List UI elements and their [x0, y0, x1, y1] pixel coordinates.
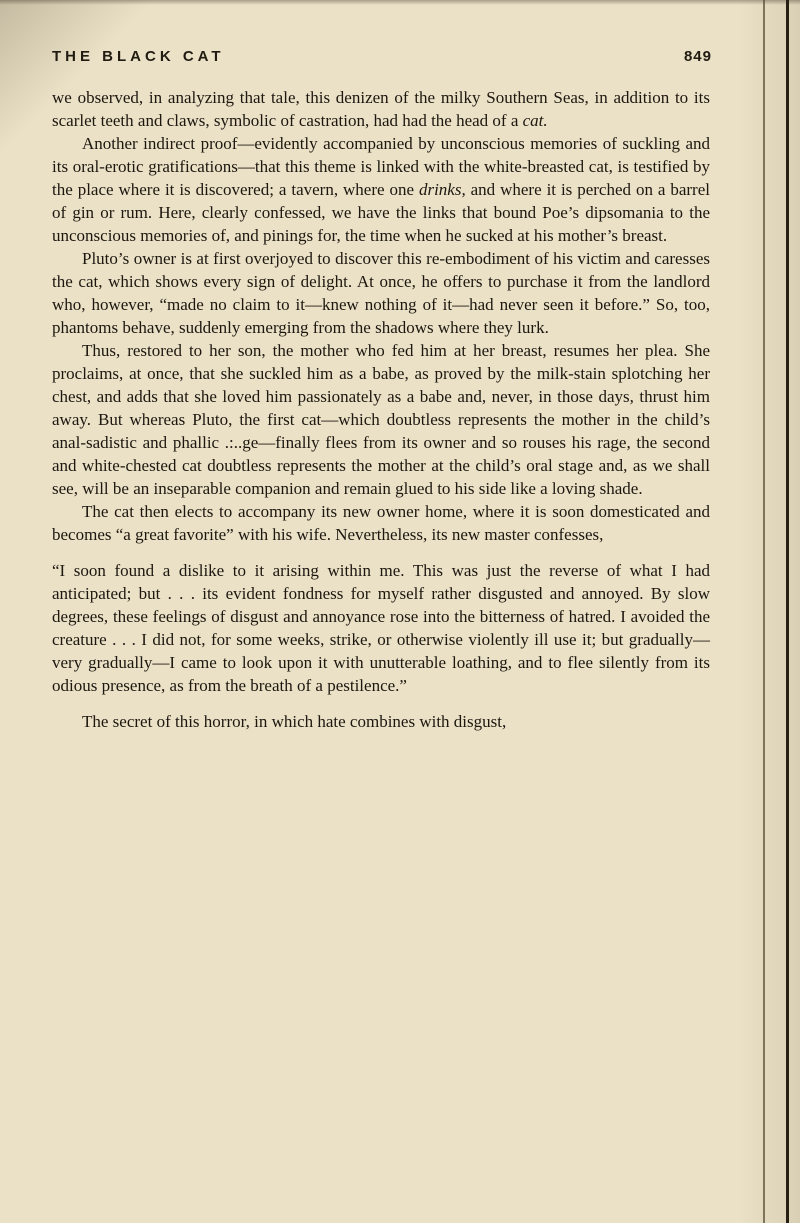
- text-run: Another indirect proof—evidently accompanied by unconscious memories of suckling and its oral-erotic gratifications—that this theme is linked with the white-breasted cat, is testified by the place where it is discovered; a tavern, where one: [52, 134, 710, 199]
- page-number: 849: [683, 48, 712, 65]
- paragraph: [52, 710, 710, 733]
- text-run: The secret of this horror, in which hate combines with disgust,: [82, 712, 507, 731]
- paragraph: [52, 339, 710, 500]
- page-header: [52, 48, 712, 65]
- text-run: “I soon found a dislike to it arising within me. This was just the reverse of what I had anticipated; but . . . its evident fondness for myself rather disgusted and annoyed. By slow degrees, these feelings of disgust and annoyance rose into the bitterness of hatred. I avoided the creature . . . I did not, for some weeks, strike, or otherwise violently ill use it; but gradually—very gradually—I came to look upon it with unutterable loathing, and to flee silently from its odious presence, as from the breath of a pestilence.”: [52, 561, 710, 695]
- page-edge-line-inner: [763, 0, 765, 1223]
- text-run: and where it is perched on a barrel of gin or rum. Here, clearly confessed, we have the links that bound Poe’s dipsomania to the unconscious memories of, and pinings for, the time when he sucked at his mother’s breast.: [52, 180, 710, 245]
- italic-text-run: drinks,: [418, 180, 466, 199]
- paragraph: [52, 247, 710, 339]
- running-title: THE BLACK CAT: [52, 48, 225, 65]
- text-run: Thus, restored to her son, the mother who fed him at her breast, resumes her plea. She proclaims, at once, that she suckled him as a babe, as proved by the milk-stain splotching her chest, and adds that she loved him passionately as a babe and, never, in those days, thrust him away. But whereas Pluto, the first cat—which doubtless represents the mother in the child’s anal-sadistic and phallic .:..ge—finally flees from its owner and so rouses his rage, the second and white-chested cat doubtless represents the mother at the child’s oral stage and, as we shall see, will be an inseparable companion and remain glued to his side like a loving shade.: [52, 341, 710, 498]
- text-run: The cat then elects to accompany its new owner home, where it is soon domesticated and becomes “a great favorite” with his wife. Nevertheless, its new master confesses,: [52, 502, 710, 544]
- scan-top-edge-shadow: [0, 0, 800, 5]
- paragraph: [52, 500, 710, 546]
- text-run: we observed, in analyzing that tale, this denizen of the milky Southern Seas, in addition to its scarlet teeth and claws, symbolic of castration, had had the head of a: [52, 88, 710, 130]
- body-text: [52, 86, 710, 733]
- text-run: Pluto’s owner is at first overjoyed to discover this re-embodiment of his victim and caresses the cat, which shows every sign of delight. At once, he offers to purchase it from the landlord who, however, “made no claim to it—knew nothing of it—had never seen it before.” So, too, phantoms behave, suddenly emerging from the shadows where they lurk.: [52, 249, 710, 337]
- italic-text-run: cat.: [522, 111, 548, 130]
- block-quote: [52, 559, 710, 697]
- paragraph: [52, 132, 710, 247]
- page-edge-line-outer: [786, 0, 789, 1223]
- paragraph: [52, 86, 710, 132]
